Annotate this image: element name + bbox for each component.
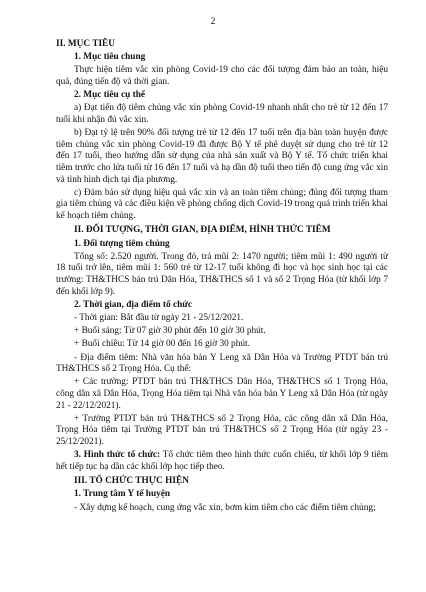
section-heading-objectives: II. MỤC TIÊU [56,39,115,49]
page-number: 2 [210,17,216,27]
paragraph-place-school-2: + Trường PTDT bán trú TH&THCS số 2 Trọng Hóa, các công dân xã Dân Hóa, Trọng Hóa tiêm tại Trường PTDT bán trú TH&THCS số 2 Trọng Hóa (từ ngày 23 - 25/12/2021). [56,413,388,447]
paragraph-place-schools: + Các trường: PTDT bán trú TH&THCS Dân Hóa, TH&THCS số 1 Trọng Hóa, công dân xã Dân Hóa, Trọng Hóa tiêm tại Nhà văn hóa bản Y Leng xã Dân Hóa (từ ngày 21 - 22/12/2021). [56,377,388,411]
paragraph-targets: Tổng số: 2.520 người. Trong đó, trả mũi 2: 1470 người; tiêm mũi 1: 490 người từ 18 tuổi trở lên, tiêm mũi 1: 560 trẻ từ 12-17 tuổi không đi học và học sinh học tại các trường: TH&THCS bán trú Dân Hóa, TH&THCS số 1 và số 2 Trọng Hóa (từ khối lớp 7 đến khối lớp 9). [56,251,388,297]
paragraph-morning: + Buổi sáng: Từ 07 giờ 30 phút đến 10 giờ 30 phút. [74,326,266,337]
subheading-specific-objectives: 2. Mục tiêu cụ thể [74,90,146,101]
document-body [56,36,388,516]
subheading-general-objective: 1. Mục tiêu chung [74,52,146,63]
paragraph-goal-a: a) Đạt tiến độ tiêm chủng vắc xin phòng Covid-19 nhanh nhất cho trẻ từ 12 đến 17 tuổi khi nhận đủ vắc xin. [56,103,388,125]
subheading-vaccination-targets: 1. Đối tượng tiêm chủng [74,238,170,249]
subheading-district-health-center: 1. Trung tâm Y tế huyện [74,489,171,500]
paragraph-afternoon: + Buổi chiều: Từ 14 giờ 00 đến 16 giờ 30 phút. [74,339,250,350]
organization-form-label: 3. Hình thức tổ chức: [74,450,161,461]
paragraph-time: - Thời gian: Bắt đầu từ ngày 21 - 25/12/2021. [74,313,244,323]
paragraph-organization-form [56,450,388,473]
paragraph-goal-c: c) Đảm bảo sử dụng hiệu quả vắc xin và an toàn tiêm chủng; đúng đối tượng tham gia tiêm chủng và các điều kiện về phòng chống dịch Covid-19 trong quá trình triển khai kế hoạch tiêm chủng. [56,187,388,221]
paragraph-goal-b: b) Đạt tỷ lệ trên 90% đối tượng trẻ từ 12 đến 17 tuổi trên địa bàn toàn huyện được tiêm chủng vắc xin phòng Covid-19 đã được Bộ Y tế phê duyệt sử dụng cho trẻ từ 12 đến 17 tuổi, theo hướng dẫn sử dụng của nhà sản xuất và Bộ Y tế. Tổ chức triển khai tiêm trước cho lứa tuổi từ 16 đến 17 tuổi và hạ dần độ tuổi theo tiến độ cung ứng vắc xin và tình hình dịch tại địa phương. [56,128,388,185]
paragraph-place: - Địa điểm tiêm: Nhà văn hóa bản Y Leng xã Dân Hóa và Trường PTDT bán trú TH&THCS số 2 Trọng Hóa. Cụ thể: [56,352,388,375]
section-heading-targets: II. ĐỐI TƯỢNG, THỜI GIAN, ĐỊA ĐIỂM, HÌNH THỨC TIÊM [74,225,331,236]
subheading-time-place: 2. Thời gian, địa điểm tổ chức [74,299,192,310]
organization-form-text: Tổ chức tiêm theo hình thức cuốn chiếu, từ khối lớp 9 tiêm hết tiếp tục hạ dần các khối lớp học tiếp theo. [56,450,388,472]
section-heading-implementation: III. TỔ CHỨC THỰC HIỆN [74,476,189,487]
paragraph-health-center-tasks: - Xây dựng kế hoạch, cung ứng vắc xin, bơm kim tiêm cho các điểm tiêm chủng; [74,502,376,513]
paragraph-general-objective: Thực hiện tiêm vắc xin phòng Covid-19 cho các đối tượng đảm bảo an toàn, hiệu quả, đúng tiến độ và thời gian. [56,65,388,87]
